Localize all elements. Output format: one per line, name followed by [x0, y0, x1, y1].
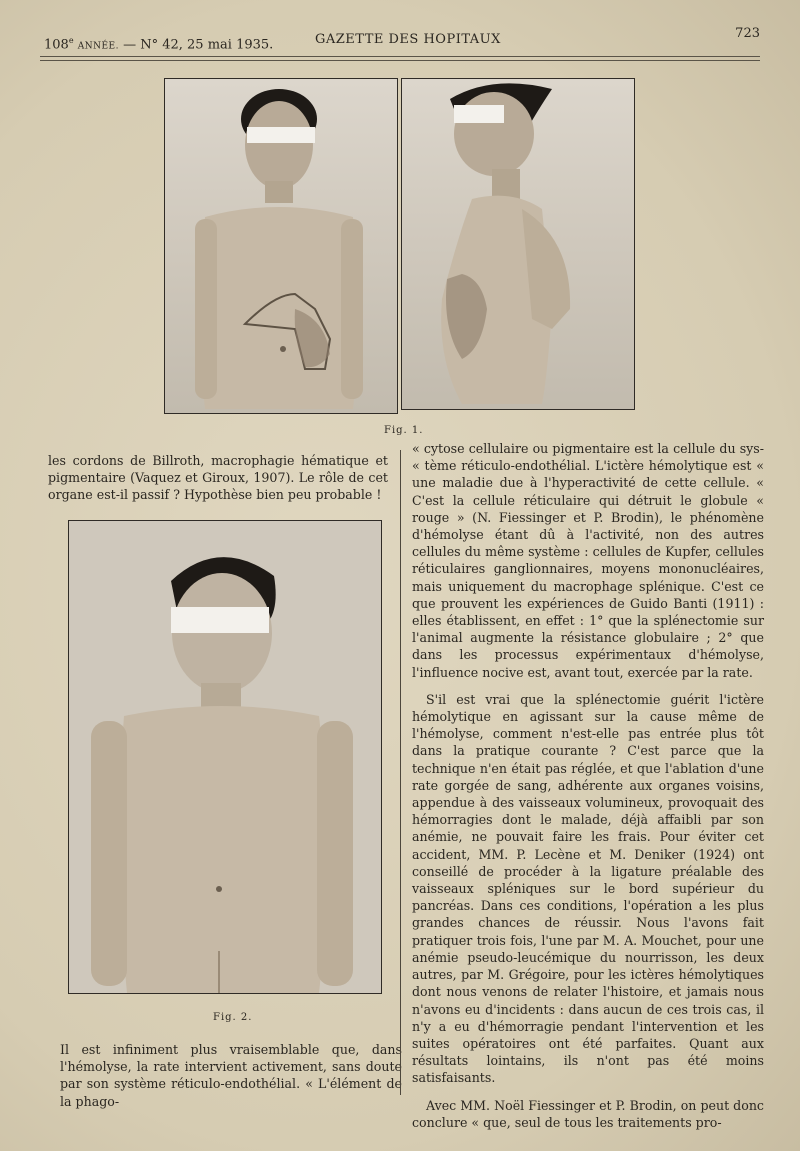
header-rule — [40, 56, 760, 57]
figure-1-caption: Fig. 1. — [384, 425, 424, 436]
figure-2-photo — [68, 520, 382, 994]
left-column-top-text — [48, 452, 388, 504]
figure-2-caption: Fig. 2. — [213, 1012, 253, 1023]
left-column-bottom-text — [60, 1041, 402, 1110]
figure-1-profile-photo — [401, 78, 635, 410]
paragraph: les cordons de Billroth, macrophagie hématique et pigmentaire (Vaquez et Giroux, 1907). Le rôle de cet organe est-il passif ? Hypothèse bien peu probable ! — [48, 453, 388, 503]
issue-info: 108e ANNÉE. — N° 42, 25 mai 1935. — [44, 36, 274, 53]
right-column-text — [412, 440, 764, 1131]
header-rule-double — [40, 60, 760, 61]
figure-1-front-photo — [164, 78, 398, 414]
paragraph: « cytose cellulaire ou pigmentaire est la cellule du sys- « tème réticulo-endothélial. L'ictère hémolytique est « une maladie due à l'hyperactivité de cette cellule. « C'est la cellule réticulaire qui détruit le globule « rouge » (N. Fiessinger et P. Brodin), le phénomène d'hémolyse étant dû à l'activité, non des autres cellules du même système : cellules de Kupfer, cellules réticulaires ganglionnaires, moyens mononucléaires, mais uniquement du macrophage splénique. C'est ce que prouvent les expériences de Guido Banti (1911) : elles établissent, en effet : 1° que la splénectomie sur l'animal augmente la résistance globulaire ; 2° que dans les processus expérimentaux d'hémolyse, l'influence nocive est, avant tout, exercée par la rate. — [412, 441, 764, 680]
paragraph: Avec MM. Noël Fiessinger et P. Brodin, on peut donc conclure « que, seul de tous les traitements pro- — [412, 1097, 764, 1130]
journal-title: GAZETTE DES HOPITAUX — [315, 32, 501, 47]
paragraph: Il est infiniment plus vraisemblable que, dans l'hémolyse, la rate intervient activement, sans doute par son système réticulo-endothélial. « L'élément de la phago- — [60, 1042, 402, 1109]
page-header — [40, 26, 760, 54]
paragraph: S'il est vrai que la splénectomie guérit l'ictère hémolytique en agissant sur la cause même de l'hémolyse, comment n'est-elle pas entrée plus tôt dans la pratique courante ? C'est parce que la technique n'en était pas réglée, et que l'ablation d'une rate gorgée de sang, adhérente aux organes voisins, appendue à des vaisseaux volumineux, provoquait des hémorragies dont le malade, déjà affaibli par son anémie, ne pouvait faire les frais. Pour éviter cet accident, MM. P. Lecène et M. Deniker (1924) ont conseillé de procéder à la ligature préalable des vaisseaux spléniques sur le bord supérieur du pancréas. Dans ces conditions, l'opération a les plus grandes chances de réussir. Nous l'avons fait pratiquer trois fois, l'une par M. A. Mouchet, pour une anémie pseudo-leucémique du nourrisson, les deux autres, par M. Grégoire, pour les ictères hémolytiques dont nous venons de relater l'histoire, et jamais nous n'avons eu d'incidents : dans aucun de ces trois cas, il n'y a eu d'hémorragie pendant l'intervention et les suites opératoires ont été parfaites. Quant aux résultats lointains, ils n'ont pas été moins satisfaisants. — [412, 691, 764, 1086]
page-number: 723 — [735, 26, 760, 41]
column-divider — [400, 450, 402, 1095]
